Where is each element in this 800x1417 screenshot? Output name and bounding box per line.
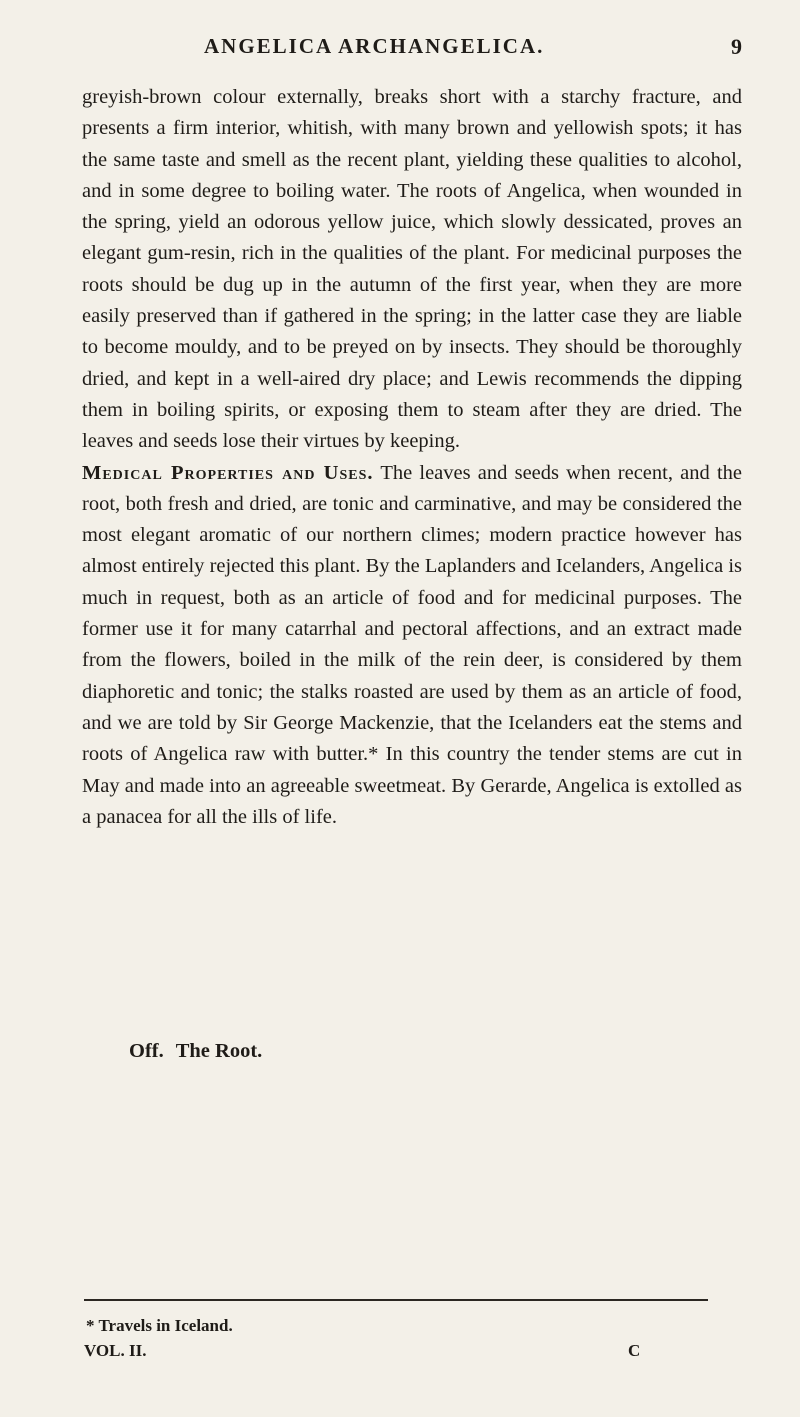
page-header xyxy=(0,34,800,64)
footnote-rule xyxy=(84,1299,708,1301)
paragraph-root-description: greyish-brown colour externally, breaks short with a starchy fracture, and presents a firm interior, whitish, with many brown and yellowish spots; it has the same taste and smell as the recent plant, yielding these qualities to alcohol, and in some degree to boiling water. The roots of Angelica, when wounded in the spring, yield an odorous yellow juice, which slowly dessicated, proves an elegant gum-resin, rich in the qualities of the plant. For medicinal purposes the roots should be dug up in the autumn of the first year, when they are more easily preserved than if gathered in the spring; in the latter case they are liable to become mouldy, and to be preyed on by insects. They should be thoroughly dried, and kept in a well-aired dry place; and Lewis recommends the dipping them in boiling spirits, or exposing them to steam after they are dried. The leaves and seeds lose their virtues by keeping. xyxy=(82,86,742,453)
volume-mark: VOL. II. xyxy=(84,1341,147,1360)
officinal-line xyxy=(129,1040,262,1063)
signature-letter: C xyxy=(628,1341,641,1360)
running-title: ANGELICA ARCHANGELICA. xyxy=(204,34,545,58)
section-text: The leaves and seeds when recent, and the root, both fresh and dried, are tonic and carminative, and may be considered the most elegant aromatic of our northern climes; modern practice however has almost entirely rejected this plant. By the Laplanders and Icelanders, Angelica is much in request, both as an article of food and for medicinal purposes. The former use it for many catarrhal and pectoral affections, and an extract made from the flowers, boiled in the milk of the rein deer, is considered by them diaphoretic and tonic; the stalks roasted are used by them as an article of food, and we are told by Sir George Mackenzie, that the Icelanders eat the stems and roots of Angelica raw with butter.* In this country the tender stems are cut in May and made into an agreeable sweetmeat. By Gerarde, Angelica is extolled as a panacea for all the ills of life. xyxy=(82,461,742,828)
footnote: * Travels in Iceland. xyxy=(86,1316,233,1335)
officinal-label: Off. xyxy=(129,1040,164,1062)
page-number: 9 xyxy=(731,34,742,59)
officinal-value: The Root. xyxy=(175,1040,263,1062)
section-heading: Medical Properties and Uses. xyxy=(82,461,374,484)
body-text xyxy=(82,82,742,833)
paragraph-medical-properties xyxy=(82,458,742,834)
